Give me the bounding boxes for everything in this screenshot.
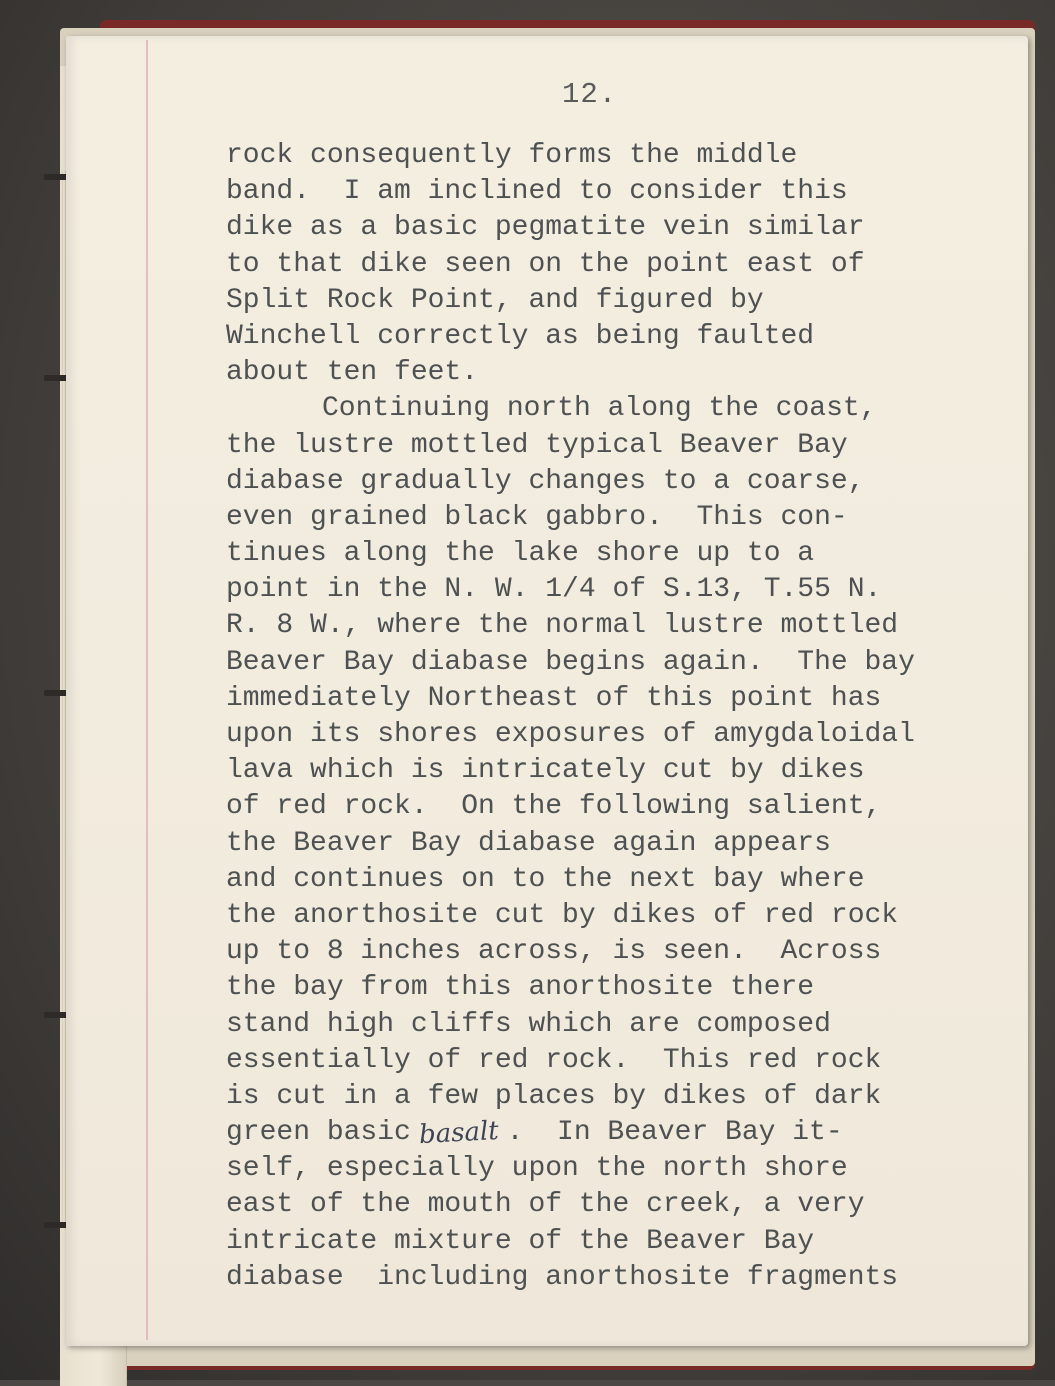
text-line: Split Rock Point, and figured by (226, 284, 764, 316)
text-line-indented: Continuing north along the coast, (322, 393, 877, 425)
text-segment: . In Beaver Bay it- (506, 1117, 843, 1149)
text-line: up to 8 inches across, is seen. Across (226, 936, 882, 968)
text-line-with-annotation (226, 1115, 1016, 1151)
text-line: even grained black gabbro. This con- (226, 501, 848, 533)
text-line: about ten feet. (226, 357, 479, 389)
text-line: diabase including anorthosite fragments (226, 1261, 899, 1293)
text-line: Beaver Bay diabase begins again. The bay (226, 646, 915, 678)
text-line: R. 8 W., where the normal lustre mottled (226, 610, 899, 642)
text-line: immediately Northeast of this point has (226, 682, 882, 714)
text-line: of red rock. On the following salient, (226, 791, 882, 823)
text-line: the bay from this anorthosite there (226, 972, 815, 1004)
text-line: band. I am inclined to consider this (226, 176, 848, 208)
text-line: essentially of red rock. This red rock (226, 1044, 882, 1076)
text-line: tinues along the lake shore up to a (226, 538, 815, 570)
text-line: stand high cliffs which are composed (226, 1008, 831, 1040)
text-line: Winchell correctly as being faulted (226, 320, 815, 352)
text-line: dike as a basic pegmatite vein similar (226, 212, 865, 244)
text-line: intricate mixture of the Beaver Bay (226, 1225, 815, 1257)
text-line: and continues on to the next bay where (226, 863, 865, 895)
text-segment: green basic (226, 1117, 411, 1149)
text-line: diabase gradually changes to a coarse, (226, 465, 865, 497)
margin-rule (146, 40, 148, 1340)
text-line: the lustre mottled typical Beaver Bay (226, 429, 848, 461)
text-line: rock consequently forms the middle (226, 140, 798, 171)
text-line: east of the mouth of the creek, a very (226, 1189, 865, 1221)
text-line: the Beaver Bay diabase again appears (226, 827, 831, 859)
text-line: upon its shores exposures of amygdaloidal (226, 719, 915, 750)
text-line: lava which is intricately cut by dikes (226, 755, 865, 787)
text-line: to that dike seen on the point east of (226, 248, 865, 280)
text-line: is cut in a few places by dikes of dark (226, 1080, 882, 1112)
text-line: point in the N. W. 1/4 of S.13, T.55 N. (226, 574, 882, 606)
handwritten-annotation: basalt (418, 1115, 500, 1151)
page-number: 12. (562, 78, 618, 111)
typed-body-text (226, 138, 1016, 1296)
text-line: the anorthosite cut by dikes of red rock (226, 899, 899, 931)
text-line: self, especially upon the north shore (226, 1153, 848, 1185)
